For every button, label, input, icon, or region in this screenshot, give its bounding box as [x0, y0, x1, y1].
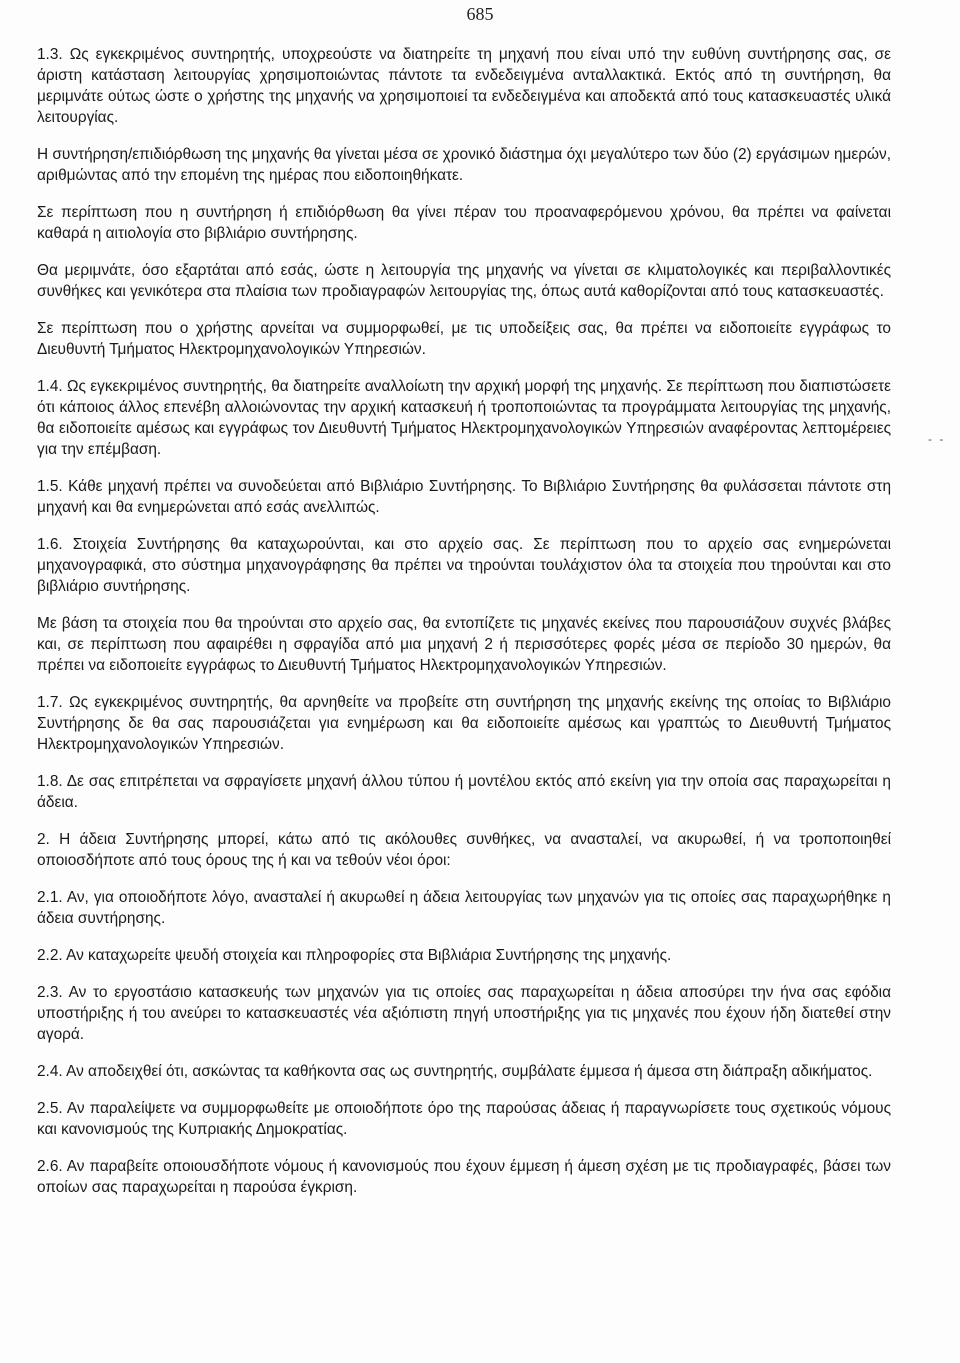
paragraph-operating-conditions: Θα μεριμνάτε, όσο εξαρτάται από εσάς, ώστε η λειτουργία της μηχανής να γίνεται σε κλιματολογικές και περιβαλλοντικές συνθήκες και γενικότερα στα πλαίσια των προδιαγραφών λειτουργίας της, όπως αυτά καθορίζονται από τους κατασκευαστές. [37, 262, 891, 300]
paragraph-2-5: 2.5. Αν παραλείψετε να συμμορφωθείτε με οποιοδήποτε όρο της παρούσας άδειας ή παραγνωρίσετε τους σχετικούς νόμους και κανονισμούς της Κυπριακής Δημοκρατίας. [37, 1100, 891, 1138]
paragraph-repair-timeframe: Η συντήρηση/επιδιόρθωση της μηχανής θα γίνεται μέσα σε χρονικό διάστημα όχι μεγαλύτερο των δύο (2) εργάσιμων ημερών, αριθμώντας από την επομένη της ημέρας που ειδοποιηθήκατε. [37, 146, 891, 184]
paragraph-2-2: 2.2. Αν καταχωρείτε ψευδή στοιχεία και πληροφορίες στα Βιβλιάρια Συντήρησης της μηχανής. [37, 947, 672, 964]
paragraph-user-noncompliance: Σε περίπτωση που ο χρήστης αρνείται να συμμορφωθεί, με τις υποδείξεις σας, θα πρέπει να ειδοποιείτε εγγράφως το Διευθυντή Τμήματος Ηλεκτρομηχανολογικών Υπηρεσιών. [37, 320, 891, 358]
paragraph-2: 2. Η άδεια Συντήρησης μπορεί, κάτω από τις ακόλουθες συνθήκες, να ανασταλεί, να ακυρωθεί, ή να τροποποιηθεί οποιοσδήποτε από τους όρους της ή και να τεθούν νέοι όροι: [37, 831, 891, 869]
paragraph-2-6: 2.6. Αν παραβείτε οποιουσδήποτε νόμους ή κανονισμούς που έχουν έμμεση ή άμεση σχέση με τις προδιαγραφές, βάσει των οποίων σας παραχωρείται η παρούσα έγκριση. [37, 1158, 891, 1196]
paragraph-1-4: 1.4. Ως εγκεκριμένος συντηρητής, θα διατηρείτε αναλλοίωτη την αρχική μορφή της μηχανής. Σε περίπτωση που διαπιστώσετε ότι κάποιος άλλος επενέβη αλλοιώνοντας την αρχική κατασκευή ή τροποποιώντας τα προγράμματα λειτουργίας της μηχανής, θα ειδοποιείτε αμέσως και εγγράφως τον Διευθυντή Τμήματος Ηλεκτρομηχανολογικών Υπηρεσιών αναφέροντας λεπτομέρειες για την επέμβαση. [37, 378, 891, 458]
paragraph-1-8: 1.8. Δε σας επιτρέπεται να σφραγίσετε μηχανή άλλου τύπου ή μοντέλου εκτός από εκείνη για την οποία σας παραχωρείται η άδεια. [37, 773, 891, 811]
paragraph-delay-justification: Σε περίπτωση που η συντήρηση ή επιδιόρθωση θα γίνει πέραν του προαναφερόμενου χρόνου, θα πρέπει να φαίνεται καθαρά η αιτιολογία στο βιβλιάριο συντήρησης. [37, 204, 891, 242]
paragraph-2-3: 2.3. Αν το εργοστάσιο κατασκευής των μηχανών για τις οποίες σας παραχωρείται η άδεια αποσύρει την ήνα σας εφόδια υποστήριξης ή του ανεύρει το κατασκευαστές νέα αξιόπιστη πηγή υποστήριξης για τις μηχανές που έχουν ήδη διατεθεί στην αγορά. [37, 984, 891, 1043]
paragraph-1-6: 1.6. Στοιχεία Συντήρησης θα καταχωρούνται, και στο αρχείο σας. Σε περίπτωση που το αρχείο σας ενημερώνεται μηχανογραφικά, στο σύστημα μηχανογράφησης θα πρέπει να τηρούνται τουλάχιστον όλα τα στοιχεία που τηρούνται και στο βιβλιάριο συντήρησης. [37, 536, 891, 595]
paragraph-1-5: 1.5. Κάθε μηχανή πρέπει να συνοδεύεται από Βιβλιάριο Συντήρησης. Το Βιβλιάριο Συντήρησης θα φυλάσσεται πάντοτε στη μηχανή και θα ενημερώνεται από εσάς ανελλιπώς. [37, 478, 891, 516]
document-body [37, 44, 891, 1212]
paragraph-2-1: 2.1. Αν, για οποιοδήποτε λόγο, ανασταλεί ή ακυρωθεί η άδεια λειτουργίας των μηχανών για τις οποίες σας παραχωρήθηκε η άδεια συντήρησης. [37, 889, 891, 927]
paragraph-1-7: 1.7. Ως εγκεκριμένος συντηρητής, θα αρνηθείτε να προβείτε στη συντήρηση της μηχανής εκείνης της οποίας το Βιβλιάριο Συντήρησης δε θα σας παρουσιάζεται για ενημέρωση και θα ειδοποιείτε αμέσως και γραπτώς το Διευθυντή Τμήματος Ηλεκτρομηχανολογικών Υπηρεσιών. [37, 694, 891, 753]
paragraph-2-4: 2.4. Αν αποδειχθεί ότι, ασκώντας τα καθήκοντα σας ως συντηρητής, συμβάλατε έμμεσα ή άμεσα στη διάπραξη αδικήματος. [37, 1063, 873, 1080]
paragraph-1-3: 1.3. Ως εγκεκριμένος συντηρητής, υποχρεούστε να διατηρείτε τη μηχανή που είναι υπό την ευθύνη συντήρησης σας, σε άριστη κατάσταση λειτουργίας χρησιμοποιώντας πάντοτε τα ενδεδειγμένα ανταλλακτικά. Εκτός από τη συντήρηση, θα μεριμνάτε ούτως ώστε ο χρήστης της μηχανής να χρησιμοποιεί τα ενδεδειγμένα και αποδεκτά από τους κατασκευαστές υλικά λειτουργίας. [37, 46, 891, 126]
margin-mark: - - [928, 432, 946, 446]
page-number: 685 [466, 4, 494, 24]
paragraph-frequent-faults: Με βάση τα στοιχεία που θα τηρούνται στο αρχείο σας, θα εντοπίζετε τις μηχανές εκείνες που παρουσιάζουν συχνές βλάβες και, σε περίπτωση που αφαιρέθει η σφραγίδα από μια μηχανή 2 ή περισσότερες φορές μέσα σε περίοδο 30 ημερών, θα πρέπει να ειδοποιείτε εγγράφως το Διευθυντή Τμήματος Ηλεκτρομηχανολογικών Υπηρεσιών. [37, 615, 891, 674]
